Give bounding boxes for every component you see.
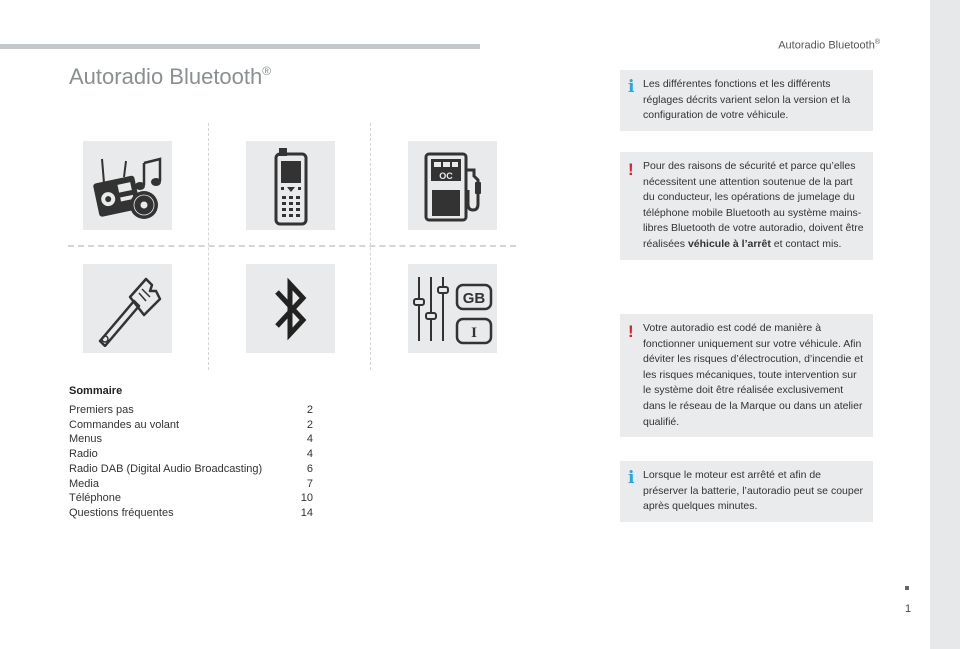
running-header-sup: ® — [874, 39, 880, 46]
toc-item-label: Téléphone — [69, 492, 121, 505]
top-rule — [0, 44, 480, 49]
toc-item[interactable] — [69, 477, 313, 492]
toc-item[interactable] — [69, 418, 313, 433]
warning-icon: ! — [628, 160, 634, 179]
warning-icon: ! — [628, 322, 634, 341]
tile-bluetooth[interactable] — [246, 264, 335, 353]
toc-item-label: Commandes au volant — [69, 418, 180, 431]
radio-music-icon — [88, 149, 168, 223]
language-label-i: I — [470, 324, 477, 341]
info-icon: i — [628, 77, 635, 97]
toc-item-page: 4 — [306, 448, 313, 461]
toc-item-page: 14 — [300, 506, 313, 519]
page-title — [69, 64, 271, 90]
running-header-text: Autoradio Bluetooth — [778, 39, 875, 52]
toc-item[interactable] — [69, 403, 313, 418]
warning-note-text: Pour des raisons de sécurité et parce qu’elles nécessitent une attention soutenue de la part du conducteur, les opérations de jumelage du téléphone mobile Bluetooth au système mains-libres Bluetooth de votre autoradio, doivent être réalisées — [643, 160, 864, 250]
tile-mobile-phone[interactable] — [246, 141, 335, 230]
tile-wrench[interactable] — [83, 264, 172, 353]
warning-note-text-end: et contact mis. — [770, 237, 842, 250]
warning-note — [620, 314, 873, 437]
info-note-text: Lorsque le moteur est arrêté et afin de préserver la batterie, l’autoradio peut se couper après quelques minutes. — [643, 469, 864, 513]
toc-item-page: 7 — [306, 477, 313, 490]
bluetooth-icon — [271, 274, 311, 344]
info-note — [620, 461, 873, 522]
toc-item-page: 2 — [306, 404, 313, 416]
page-title-text: Autoradio Bluetooth — [69, 64, 263, 89]
toc-item-label: Questions fréquentes — [69, 506, 174, 519]
page-edge-strip — [930, 0, 960, 649]
wrench-icon — [90, 271, 166, 347]
toc-item-label: Radio — [69, 448, 98, 461]
toc-item[interactable] — [69, 491, 313, 506]
running-header — [720, 39, 880, 52]
toc-item-label: Radio DAB (Digital Audio Broadcasting) — [69, 462, 263, 475]
page-title-sup: ® — [262, 64, 272, 78]
info-note-text: Les différentes fonctions et les différents réglages décrits varient selon la version et la configuration de votre véhicule. — [643, 78, 851, 122]
info-icon: i — [628, 468, 635, 488]
mobile-phone-icon — [266, 146, 316, 226]
equalizer-language-icon — [411, 271, 495, 347]
toc-title: Sommaire — [69, 385, 123, 397]
table-of-contents — [69, 385, 313, 521]
fuel-pump-icon — [420, 148, 486, 224]
warning-note-text: Votre autoradio est codé de manière à fonctionner uniquement sur votre véhicule. Afin déviter les risques d’électrocution, d’incendie et les risques mécaniques, toute intervention sur le système doit être réalisée exclusivement dans le réseau de la Marque ou dans un atelier qualifié. — [643, 322, 864, 428]
warning-note-emphasis: véhicule à l’arrêt — [687, 237, 771, 250]
toc-item[interactable] — [69, 506, 313, 521]
tile-radio-music[interactable] — [83, 141, 172, 230]
info-note — [620, 70, 873, 131]
toc-item[interactable] — [69, 447, 313, 462]
toc-item[interactable] — [69, 462, 313, 477]
tile-equalizer-language[interactable] — [408, 264, 497, 353]
toc-item-label: Menus — [69, 433, 103, 446]
fuel-pump-label: OC — [438, 170, 453, 181]
toc-item[interactable] — [69, 432, 313, 447]
toc-item-label: Media — [69, 477, 99, 490]
toc-item-label: Premiers pas — [69, 404, 134, 416]
grid-divider — [68, 245, 516, 247]
toc-item-page: 10 — [300, 492, 313, 505]
language-label-gb: GB — [462, 289, 485, 307]
page-number: 1 — [905, 603, 912, 615]
toc-item-page: 4 — [306, 433, 313, 446]
toc-item-page: 2 — [306, 418, 313, 431]
toc-item-page: 6 — [306, 462, 313, 475]
warning-note — [620, 152, 873, 260]
page-marker — [905, 586, 909, 590]
tile-fuel-pump[interactable] — [408, 141, 497, 230]
